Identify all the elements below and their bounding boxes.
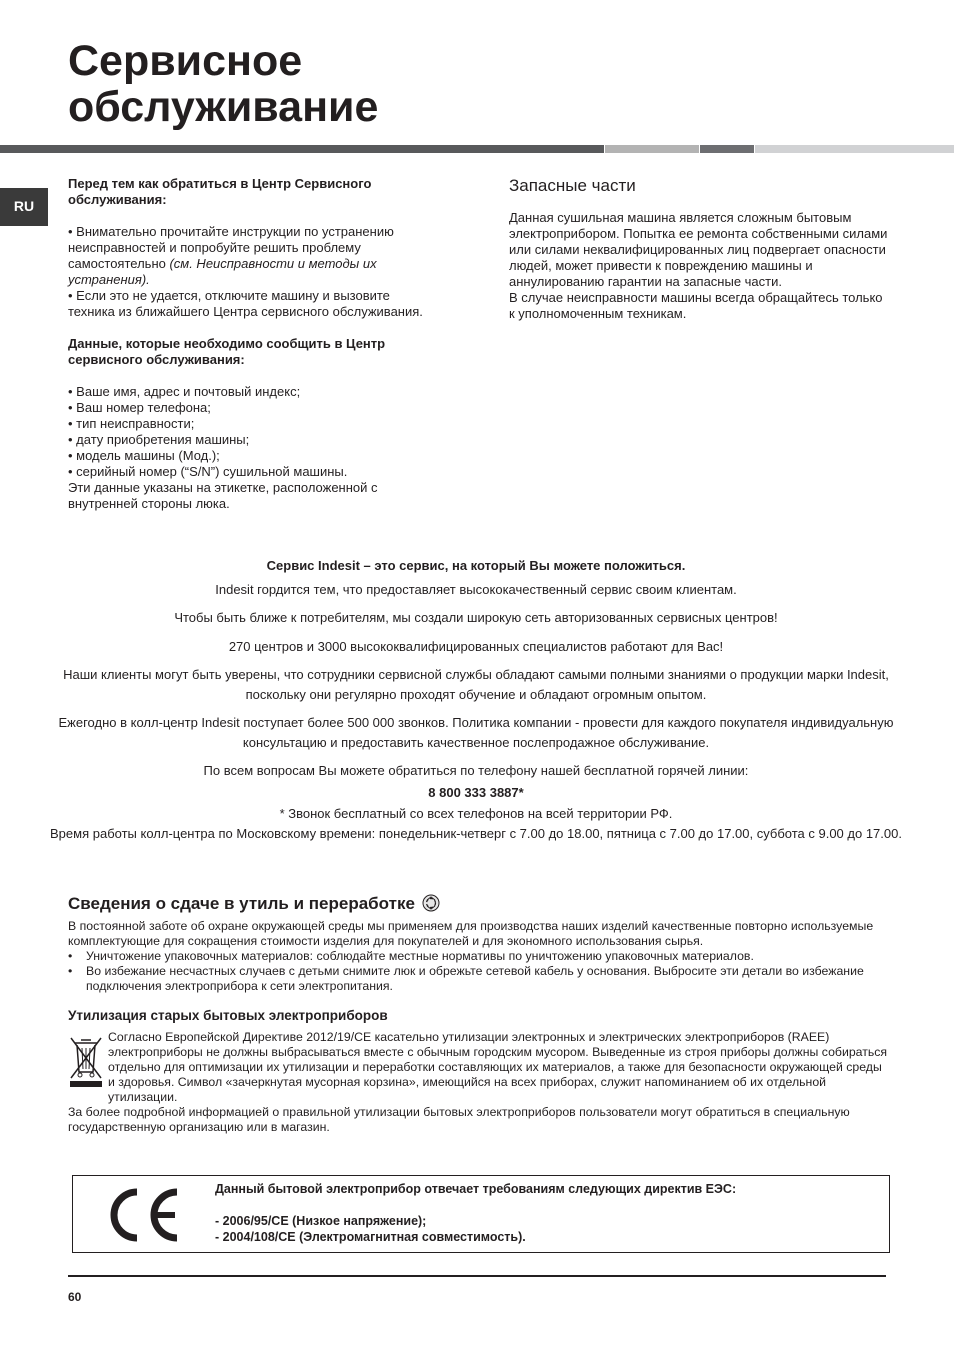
service-paragraph: Чтобы быть ближе к потребителям, мы создали широкую сеть авторизованных сервисных центров! (174, 610, 778, 625)
hotline-intro: По всем вопросам Вы можете обратиться по телефону нашей бесплатной горячей линии: (203, 763, 749, 778)
bullet-mark: • (68, 964, 73, 978)
service-paragraph: Indesit гордится тем, что предоставляет высококачественный сервис своим клиентам. (215, 581, 737, 597)
recycling-heading-text: Сведения о сдаче в утиль и переработке (68, 894, 415, 913)
header-bar-segment-3 (700, 145, 754, 153)
troubleshooting-reference: (см. Неисправности и методы их устранения). (68, 256, 377, 287)
spare-parts-text: Данная сушильная машина является сложным бытовым электроприбором. Попытка ее ремонта собственными силами или силами неквалифицированных лиц подвергает опасности людей, может привести к повреждению машины и аннулированию гарантии на запасные части. (509, 210, 888, 289)
ce-intro: Данный бытовой электроприбор отвечает требованиям следующих директив ЕЭС: (215, 1182, 737, 1196)
required-data-list (68, 384, 438, 480)
indesit-service-block (40, 556, 912, 843)
service-paragraph: Наши клиенты могут быть уверены, что сотрудники сервисной службы обладают самыми полными знаниями о продукции марки Indesit, поскольку они регулярно проходят обучение и обладают огромным опытом. (63, 667, 889, 702)
ce-mark-icon (105, 1186, 183, 1249)
hotline-footnote: * Звонок бесплатный со всех телефонов на всей территории РФ. (279, 806, 673, 821)
label-location-note: Эти данные указаны на этикетке, расположенной с внутренней стороны люка. (68, 480, 378, 511)
before-contact-heading: Перед тем как обратиться в Центр Сервисного обслуживания: (68, 176, 372, 207)
list-item (68, 949, 888, 964)
call-center-hours: Время работы колл-центра по Московскому времени: понедельник-четверг с 7.00 до 18.00, пятница с 7.00 до 17.00, суббота с 9.00 до 17.00. (50, 825, 902, 841)
service-paragraph: 270 центров и 3000 высококвалифицированных специалистов работают для Вас! (228, 638, 724, 654)
page-title-line2: обслуживание (68, 83, 379, 131)
header-bar-segment-2 (605, 145, 699, 153)
service-paragraph: Ежегодно в колл-центр Indesit поступает более 500 000 звонков. Политика компании - провести для каждого покупателя индивидуальную консультацию и предоставить качественное послепродажное обслуживание. (58, 715, 894, 750)
list-item: • Ваш номер телефона; (68, 400, 211, 415)
service-headline: Сервис Indesit – это сервис, на который Вы можете положиться. (266, 558, 686, 573)
crossed-bin-icon (68, 1036, 104, 1095)
list-item: • Ваше имя, адрес и почтовый индекс; (68, 384, 301, 399)
footer-divider (68, 1275, 886, 1277)
page-title (68, 38, 378, 130)
header-bar-segment-4 (755, 145, 954, 153)
header-bar-segment-1 (0, 145, 604, 153)
before-contact-text (68, 224, 438, 288)
list-item (68, 964, 888, 994)
recycling-intro: В постоянной заботе об охране окружающей среды мы применяем для производства наших изделий качественные повторно используемые комплектующие для сокращения стоимости изделия для покупателей и для экономного использования сырья. (68, 919, 874, 948)
page-title-line1: Сервисное (68, 37, 303, 85)
spare-parts-column (509, 176, 889, 322)
list-item: • модель машины (Мод.); (68, 448, 220, 463)
hotline-phone: 8 800 333 3887* (428, 784, 524, 800)
language-tab: RU (0, 188, 48, 226)
recycling-text (68, 919, 888, 994)
weee-more-info: За более подробной информацией о правильной утилизации бытовых электроприборов пользователи могут обратиться в специальную государственную организацию или в магазин. (68, 1105, 850, 1134)
ce-directive-low-voltage: - 2006/95/CE (Низкое напряжение); (215, 1214, 427, 1228)
recycling-heading (68, 893, 440, 918)
before-contact-step2: • Если это не удается, отключите машину и вызовите техника из ближайшего Центра сервисного обслуживания. (68, 288, 423, 319)
weee-text: Согласно Европейской Директиве 2012/19/CE касательно утилизации электронных и электрических электроприборов (RAEE) электроприборы не должны выбрасываться вместе с обычным городским мусором. Выведенные из строя приборы должны собираться отдельно для оптимизации их утилизации и переработки составляющих их материалов, а также для безопасности окружающей среды и здоровья. Символ «зачеркнутая мусорная корзина», имеющийся на всех приборах, служит напоминанием об их отдельной утилизации. (108, 1030, 888, 1104)
list-item: • дату приобретения машины; (68, 432, 250, 447)
bullet-text: Во избежание несчастных случаев с детьми снимите люк и обрежьте сетевой кабель у основания. Выбросите эти детали во избежание подключения электроприбора к сети электропитания. (86, 964, 864, 993)
ce-directive-emc: - 2004/108/CE (Электромагнитная совместимость). (215, 1230, 526, 1244)
recycle-icon (422, 894, 440, 918)
page-number: 60 (68, 1290, 82, 1304)
spare-parts-advice: В случае неисправности машины всегда обращайтесь только к уполномоченным техникам. (509, 290, 883, 321)
before-contact-step1: • Внимательно прочитайте инструкции по устранению неисправностей и попробуйте решить проблему самостоятельно (68, 224, 394, 271)
bullet-mark: • (68, 949, 73, 963)
bullet-text: Уничтожение упаковочных материалов: соблюдайте местные нормативы по уничтожению упаковочных материалов. (86, 949, 754, 963)
service-contact-column (68, 176, 438, 512)
ce-directives (215, 1181, 736, 1245)
list-item: • серийный номер (“S/N”) сушильной машины. (68, 464, 348, 479)
required-data-heading: Данные, которые необходимо сообщить в Центр сервисного обслуживания: (68, 336, 386, 367)
spare-parts-heading: Запасные части (509, 176, 636, 195)
weee-heading: Утилизация старых бытовых электроприборов (68, 1008, 388, 1023)
list-item: • тип неисправности; (68, 416, 195, 431)
